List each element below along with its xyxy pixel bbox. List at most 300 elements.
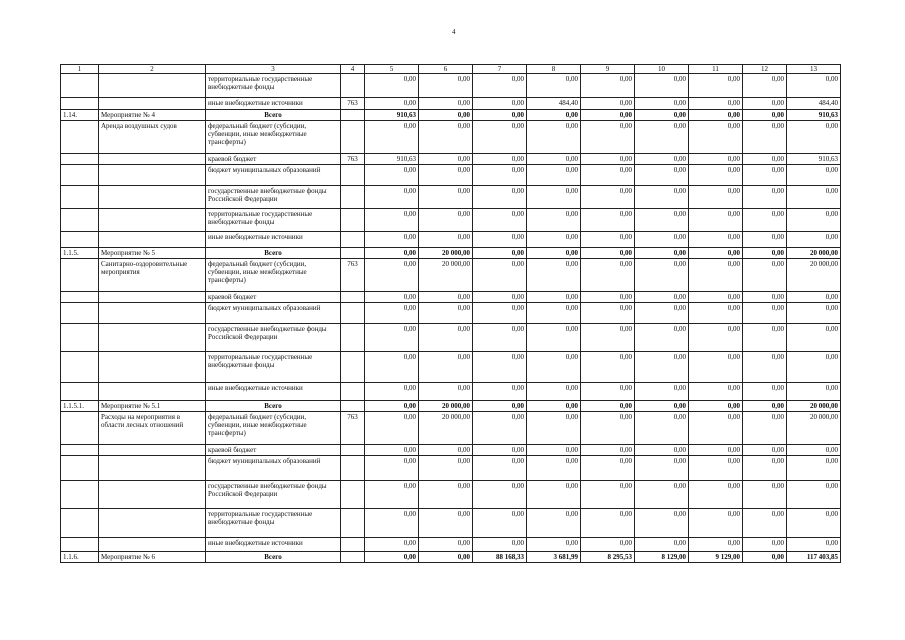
value-cell: 0,00	[743, 209, 787, 232]
code-cell	[341, 324, 365, 352]
value-cell: 0,00	[635, 481, 689, 509]
funding-source-cell: федеральный бюджет (субсидии, субвенции, иные межбюджетные трансферты)	[206, 259, 341, 292]
funding-source-cell: государственные внебюджетные фонды Российской Федерации	[206, 324, 341, 352]
value-cell: 0,00	[689, 186, 743, 209]
value-cell: 0,00	[787, 324, 841, 352]
funding-source-cell: Всего	[206, 110, 341, 121]
value-cell: 0,00	[787, 445, 841, 456]
value-cell: 0,00	[743, 165, 787, 186]
value-cell: 0,00	[365, 509, 419, 538]
value-cell: 0,00	[689, 445, 743, 456]
value-cell: 0,00	[473, 412, 527, 445]
item-name-cell	[99, 292, 206, 303]
value-cell: 0,00	[787, 121, 841, 154]
item-number-cell: 1.1.5.	[61, 248, 99, 259]
value-cell: 0,00	[473, 154, 527, 165]
value-cell: 0,00	[473, 74, 527, 98]
code-cell	[341, 248, 365, 259]
value-cell: 0,00	[527, 292, 581, 303]
value-cell: 0,00	[365, 292, 419, 303]
funding-source-cell: иные внебюджетные источники	[206, 538, 341, 552]
value-cell: 0,00	[419, 74, 473, 98]
value-cell: 910,63	[365, 110, 419, 121]
item-name-cell	[99, 209, 206, 232]
value-cell: 0,00	[581, 412, 635, 445]
value-cell: 0,00	[787, 456, 841, 481]
funding-source-cell: федеральный бюджет (субсидии, субвенции, иные межбюджетные трансферты)	[206, 412, 341, 445]
value-cell: 0,00	[787, 509, 841, 538]
value-cell: 0,00	[581, 110, 635, 121]
value-cell: 0,00	[365, 412, 419, 445]
value-cell: 0,00	[689, 303, 743, 324]
value-cell: 0,00	[635, 98, 689, 110]
value-cell: 0,00	[635, 303, 689, 324]
value-cell: 0,00	[743, 401, 787, 412]
value-cell: 0,00	[743, 74, 787, 98]
value-cell: 0,00	[365, 165, 419, 186]
value-cell: 0,00	[419, 538, 473, 552]
column-header: 12	[743, 65, 787, 74]
code-cell	[341, 538, 365, 552]
value-cell: 0,00	[635, 352, 689, 383]
item-number-cell	[61, 121, 99, 154]
value-cell: 0,00	[419, 121, 473, 154]
value-cell: 0,00	[473, 165, 527, 186]
value-cell: 0,00	[635, 186, 689, 209]
funding-source-cell: территориальные государственные внебюджетные фонды	[206, 352, 341, 383]
item-number-cell	[61, 98, 99, 110]
value-cell: 0,00	[527, 209, 581, 232]
value-cell: 0,00	[527, 303, 581, 324]
item-name-cell	[99, 456, 206, 481]
value-cell: 0,00	[689, 248, 743, 259]
value-cell: 0,00	[635, 165, 689, 186]
item-name-cell: Аренда воздушных судов	[99, 121, 206, 154]
item-number-cell	[61, 445, 99, 456]
funding-source-cell: территориальные государственные внебюджетные фонды	[206, 209, 341, 232]
value-cell: 0,00	[527, 401, 581, 412]
item-name-cell: Санитарно-оздоровительные мероприятия	[99, 259, 206, 292]
value-cell: 0,00	[419, 232, 473, 248]
value-cell: 0,00	[689, 481, 743, 509]
column-header: 6	[419, 65, 473, 74]
value-cell: 0,00	[419, 303, 473, 324]
value-cell: 0,00	[527, 352, 581, 383]
funding-source-cell: иные внебюджетные источники	[206, 232, 341, 248]
value-cell: 0,00	[419, 481, 473, 509]
value-cell: 0,00	[365, 352, 419, 383]
item-name-cell	[99, 538, 206, 552]
value-cell: 910,63	[365, 154, 419, 165]
value-cell: 0,00	[365, 445, 419, 456]
value-cell: 0,00	[787, 74, 841, 98]
value-cell: 0,00	[787, 303, 841, 324]
value-cell: 0,00	[473, 110, 527, 121]
value-cell: 0,00	[743, 154, 787, 165]
value-cell: 0,00	[527, 74, 581, 98]
funding-source-cell: федеральный бюджет (субсидии, субвенции, иные межбюджетные трансферты)	[206, 121, 341, 154]
value-cell: 0,00	[581, 509, 635, 538]
value-cell: 0,00	[527, 110, 581, 121]
value-cell: 0,00	[689, 232, 743, 248]
value-cell: 0,00	[787, 481, 841, 509]
value-cell: 910,63	[787, 110, 841, 121]
table-row	[61, 509, 841, 538]
item-number-cell	[61, 232, 99, 248]
value-cell: 0,00	[473, 186, 527, 209]
code-cell: 763	[341, 98, 365, 110]
funding-source-cell: бюджет муниципальных образований	[206, 165, 341, 186]
value-cell: 0,00	[689, 456, 743, 481]
value-cell: 20 000,00	[787, 412, 841, 445]
funding-source-cell: бюджет муниципальных образований	[206, 303, 341, 324]
value-cell: 0,00	[787, 538, 841, 552]
value-cell: 0,00	[635, 401, 689, 412]
code-cell	[341, 186, 365, 209]
value-cell: 0,00	[635, 292, 689, 303]
value-cell: 0,00	[419, 110, 473, 121]
value-cell: 0,00	[635, 209, 689, 232]
value-cell: 0,00	[743, 383, 787, 401]
column-header: 3	[206, 65, 341, 74]
value-cell: 0,00	[689, 98, 743, 110]
value-cell: 0,00	[419, 383, 473, 401]
column-header: 11	[689, 65, 743, 74]
value-cell: 0,00	[635, 121, 689, 154]
value-cell: 0,00	[473, 232, 527, 248]
value-cell: 0,00	[743, 352, 787, 383]
value-cell: 0,00	[527, 165, 581, 186]
table-row-total	[61, 401, 841, 412]
value-cell: 3 681,99	[527, 552, 581, 563]
value-cell: 0,00	[473, 248, 527, 259]
item-name-cell	[99, 303, 206, 324]
value-cell: 0,00	[743, 248, 787, 259]
table-row	[61, 303, 841, 324]
code-cell	[341, 509, 365, 538]
value-cell: 0,00	[365, 259, 419, 292]
value-cell: 0,00	[689, 292, 743, 303]
value-cell: 0,00	[787, 232, 841, 248]
value-cell: 0,00	[787, 383, 841, 401]
value-cell: 0,00	[743, 303, 787, 324]
value-cell: 0,00	[743, 110, 787, 121]
value-cell: 0,00	[581, 209, 635, 232]
value-cell: 0,00	[365, 232, 419, 248]
value-cell: 0,00	[743, 456, 787, 481]
item-number-cell	[61, 165, 99, 186]
value-cell: 0,00	[689, 383, 743, 401]
value-cell: 0,00	[581, 352, 635, 383]
item-name-cell: Расходы на мероприятия в области лесных отношений	[99, 412, 206, 445]
value-cell: 0,00	[689, 538, 743, 552]
table-row	[61, 74, 841, 98]
value-cell: 0,00	[743, 445, 787, 456]
item-number-cell	[61, 538, 99, 552]
value-cell: 0,00	[689, 209, 743, 232]
value-cell: 20 000,00	[787, 401, 841, 412]
value-cell: 0,00	[581, 401, 635, 412]
table-row	[61, 445, 841, 456]
value-cell: 0,00	[527, 481, 581, 509]
value-cell: 0,00	[689, 74, 743, 98]
value-cell: 0,00	[581, 324, 635, 352]
value-cell: 0,00	[689, 154, 743, 165]
value-cell: 0,00	[581, 481, 635, 509]
value-cell: 0,00	[635, 154, 689, 165]
table-row	[61, 352, 841, 383]
value-cell: 20 000,00	[419, 248, 473, 259]
value-cell: 0,00	[473, 445, 527, 456]
value-cell: 0,00	[473, 456, 527, 481]
value-cell: 0,00	[419, 154, 473, 165]
value-cell: 0,00	[689, 352, 743, 383]
table-row	[61, 324, 841, 352]
value-cell: 0,00	[581, 456, 635, 481]
value-cell: 0,00	[635, 412, 689, 445]
value-cell: 0,00	[365, 209, 419, 232]
value-cell: 0,00	[473, 481, 527, 509]
value-cell: 0,00	[581, 248, 635, 259]
code-cell	[341, 292, 365, 303]
code-cell	[341, 74, 365, 98]
value-cell: 0,00	[635, 259, 689, 292]
table-row-total	[61, 110, 841, 121]
header-row	[61, 65, 841, 74]
value-cell: 0,00	[787, 352, 841, 383]
column-header: 5	[365, 65, 419, 74]
table-row	[61, 383, 841, 401]
value-cell: 484,40	[787, 98, 841, 110]
value-cell: 0,00	[635, 445, 689, 456]
item-name-cell: Мероприятие № 4	[99, 110, 206, 121]
value-cell: 0,00	[419, 552, 473, 563]
value-cell: 0,00	[473, 98, 527, 110]
item-name-cell	[99, 232, 206, 248]
value-cell: 0,00	[689, 401, 743, 412]
item-number-cell	[61, 154, 99, 165]
value-cell: 0,00	[365, 98, 419, 110]
value-cell: 0,00	[635, 110, 689, 121]
value-cell: 20 000,00	[787, 248, 841, 259]
funding-source-cell: государственные внебюджетные фонды Российской Федерации	[206, 186, 341, 209]
value-cell: 20 000,00	[419, 401, 473, 412]
item-name-cell: Мероприятие № 5	[99, 248, 206, 259]
value-cell: 0,00	[581, 232, 635, 248]
funding-source-cell: Всего	[206, 248, 341, 259]
value-cell: 0,00	[473, 352, 527, 383]
column-header: 10	[635, 65, 689, 74]
value-cell: 0,00	[635, 456, 689, 481]
value-cell: 0,00	[527, 324, 581, 352]
item-number-cell	[61, 303, 99, 324]
value-cell: 0,00	[365, 248, 419, 259]
code-cell	[341, 445, 365, 456]
item-number-cell	[61, 352, 99, 383]
value-cell: 0,00	[473, 383, 527, 401]
value-cell: 0,00	[581, 98, 635, 110]
table-row	[61, 259, 841, 292]
value-cell: 0,00	[689, 165, 743, 186]
funding-source-cell: Всего	[206, 401, 341, 412]
table-row	[61, 232, 841, 248]
item-name-cell	[99, 509, 206, 538]
table-row	[61, 154, 841, 165]
value-cell: 0,00	[473, 259, 527, 292]
code-cell: 763	[341, 412, 365, 445]
item-name-cell	[99, 154, 206, 165]
column-header: 1	[61, 65, 99, 74]
table-row	[61, 121, 841, 154]
funding-source-cell: бюджет муниципальных образований	[206, 456, 341, 481]
value-cell: 0,00	[419, 456, 473, 481]
value-cell: 0,00	[635, 232, 689, 248]
item-number-cell	[61, 509, 99, 538]
table-row	[61, 186, 841, 209]
code-cell	[341, 481, 365, 509]
value-cell: 0,00	[581, 186, 635, 209]
value-cell: 0,00	[689, 324, 743, 352]
value-cell: 0,00	[581, 538, 635, 552]
value-cell: 0,00	[365, 401, 419, 412]
value-cell: 20 000,00	[419, 412, 473, 445]
code-cell	[341, 383, 365, 401]
value-cell: 0,00	[473, 121, 527, 154]
value-cell: 0,00	[473, 292, 527, 303]
value-cell: 0,00	[527, 232, 581, 248]
value-cell: 0,00	[581, 292, 635, 303]
table-row	[61, 292, 841, 303]
code-cell	[341, 209, 365, 232]
item-number-cell	[61, 383, 99, 401]
value-cell: 0,00	[581, 303, 635, 324]
value-cell: 0,00	[419, 98, 473, 110]
item-number-cell: 1.1.5.1.	[61, 401, 99, 412]
table-row	[61, 165, 841, 186]
code-cell: 763	[341, 259, 365, 292]
value-cell: 0,00	[473, 209, 527, 232]
value-cell: 0,00	[787, 165, 841, 186]
funding-source-cell: краевой бюджет	[206, 292, 341, 303]
table-row	[61, 412, 841, 445]
code-cell: 763	[341, 154, 365, 165]
value-cell: 0,00	[787, 186, 841, 209]
value-cell: 0,00	[743, 538, 787, 552]
value-cell: 0,00	[743, 259, 787, 292]
value-cell: 0,00	[581, 383, 635, 401]
value-cell: 0,00	[365, 186, 419, 209]
item-name-cell: Мероприятие № 5.1	[99, 401, 206, 412]
value-cell: 0,00	[743, 232, 787, 248]
code-cell	[341, 121, 365, 154]
value-cell: 0,00	[527, 259, 581, 292]
page-number: 4	[452, 28, 456, 36]
value-cell: 0,00	[635, 324, 689, 352]
item-name-cell	[99, 186, 206, 209]
funding-source-cell: краевой бюджет	[206, 154, 341, 165]
value-cell: 0,00	[689, 110, 743, 121]
value-cell: 0,00	[689, 259, 743, 292]
value-cell: 8 129,00	[635, 552, 689, 563]
item-number-cell	[61, 186, 99, 209]
table-row-total	[61, 552, 841, 563]
value-cell: 0,00	[527, 538, 581, 552]
value-cell: 0,00	[527, 248, 581, 259]
column-header: 4	[341, 65, 365, 74]
code-cell	[341, 110, 365, 121]
item-name-cell	[99, 324, 206, 352]
item-name-cell	[99, 98, 206, 110]
item-name-cell	[99, 165, 206, 186]
item-name-cell	[99, 383, 206, 401]
value-cell: 0,00	[743, 552, 787, 563]
budget-table	[60, 64, 841, 563]
item-number-cell	[61, 259, 99, 292]
value-cell: 8 295,53	[581, 552, 635, 563]
code-cell	[341, 232, 365, 248]
value-cell: 0,00	[689, 412, 743, 445]
value-cell: 0,00	[473, 401, 527, 412]
value-cell: 0,00	[419, 445, 473, 456]
item-number-cell	[61, 456, 99, 481]
column-header: 7	[473, 65, 527, 74]
value-cell: 0,00	[365, 74, 419, 98]
value-cell: 0,00	[473, 324, 527, 352]
value-cell: 0,00	[365, 324, 419, 352]
funding-source-cell: Всего	[206, 552, 341, 563]
item-number-cell: 1.1.6.	[61, 552, 99, 563]
value-cell: 20 000,00	[419, 259, 473, 292]
code-cell	[341, 165, 365, 186]
item-number-cell	[61, 74, 99, 98]
value-cell: 0,00	[419, 509, 473, 538]
value-cell: 0,00	[419, 292, 473, 303]
value-cell: 88 168,33	[473, 552, 527, 563]
value-cell: 0,00	[743, 324, 787, 352]
item-number-cell: 1.14.	[61, 110, 99, 121]
value-cell: 0,00	[635, 383, 689, 401]
value-cell: 0,00	[365, 552, 419, 563]
item-number-cell	[61, 209, 99, 232]
item-number-cell	[61, 324, 99, 352]
value-cell: 0,00	[635, 248, 689, 259]
value-cell: 0,00	[365, 481, 419, 509]
value-cell: 0,00	[365, 538, 419, 552]
value-cell: 0,00	[527, 121, 581, 154]
value-cell: 0,00	[581, 445, 635, 456]
value-cell: 0,00	[743, 481, 787, 509]
column-header: 9	[581, 65, 635, 74]
value-cell: 0,00	[473, 538, 527, 552]
code-cell	[341, 456, 365, 481]
value-cell: 9 129,00	[689, 552, 743, 563]
value-cell: 0,00	[581, 74, 635, 98]
column-header: 2	[99, 65, 206, 74]
value-cell: 910,63	[787, 154, 841, 165]
funding-source-cell: иные внебюджетные источники	[206, 98, 341, 110]
item-number-cell	[61, 292, 99, 303]
value-cell: 0,00	[635, 74, 689, 98]
value-cell: 0,00	[743, 509, 787, 538]
value-cell: 0,00	[787, 209, 841, 232]
value-cell: 0,00	[581, 121, 635, 154]
value-cell: 0,00	[419, 324, 473, 352]
value-cell: 0,00	[365, 121, 419, 154]
item-number-cell	[61, 481, 99, 509]
value-cell: 20 000,00	[787, 259, 841, 292]
value-cell: 0,00	[365, 456, 419, 481]
value-cell: 0,00	[419, 165, 473, 186]
